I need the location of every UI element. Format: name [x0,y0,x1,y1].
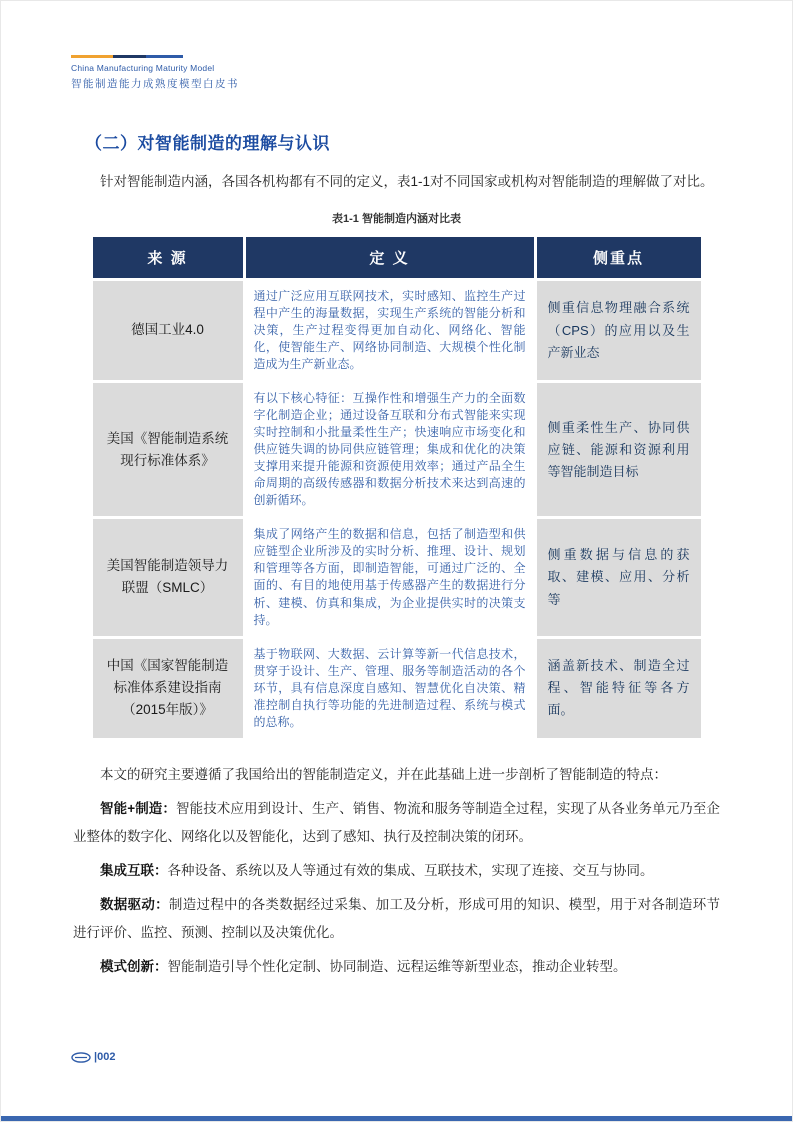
paragraph-lead: 智能+制造： [100,800,176,816]
table-row [93,281,701,380]
analysis-section [73,761,720,981]
page-header [1,1,792,91]
table-caption: 表1-1 智能制造内涵对比表 [332,213,461,225]
table-row [93,639,701,738]
paragraph-text: 制造过程中的各类数据经过采集、加工及分析，形成可用的知识、模型，用于对各制造环节进行评价、监控、预测、控制以及决策优化。 [73,896,721,940]
analysis-paragraph [73,795,720,851]
brand-title-zh: 智能制造能力成熟度模型白皮书 [71,78,239,90]
brand-bar-blue-segment [146,55,183,58]
footer-logo-icon [71,1052,91,1063]
section-title: （二）对智能制造的理解与认识 [85,134,330,153]
table-header-source: 来 源 [93,237,243,278]
focus-cell: 涵盖新技术、制造全过程、智能特征等各方面。 [537,639,701,738]
table-header-row [93,237,701,278]
definition-cell: 通过广泛应用互联网技术，实时感知、监控生产过程中产生的海量数据，实现生产系统的智能分析和决策，生产过程变得更加自动化、网络化、智能化，使智能生产、网络协同制造、大规模个性化制造成为生产新业态。 [246,281,534,380]
paragraph-text: 各种设备、系统以及人等通过有效的集成、互联技术，实现了连接、交互与协同。 [167,862,654,878]
analysis-paragraph [73,857,720,885]
analysis-paragraph [73,891,720,947]
paragraph-text: 本文的研究主要遵循了我国给出的智能制造定义，并在此基础上进一步剖析了智能制造的特点： [100,766,667,782]
paragraph-lead: 集成互联： [100,862,168,878]
definition-cell: 基于物联网、大数据、云计算等新一代信息技术，贯穿于设计、生产、管理、服务等制造活动的各个环节，具有信息深度自感知、智慧优化自决策、精准控制自执行等功能的先进制造过程、系统与模式的总称。 [246,639,534,738]
brand-bar-navy-segment [113,55,146,58]
footer-page-number: |002 [94,1051,116,1063]
paragraph-text: 智能制造引导个性化定制、协同制造、远程运维等新型业态，推动企业转型。 [167,958,627,974]
brand-title-en: China Manufacturing Maturity Model [71,63,215,73]
paragraph-text: 智能技术应用到设计、生产、销售、物流和服务等制造全过程，实现了从各业务单元乃至企业整体的数字化、网络化以及智能化，达到了感知、执行及控制决策的闭环。 [73,800,720,844]
source-cell: 美国智能制造领导力联盟（SMLC） [93,519,243,635]
table-row [93,383,701,516]
source-cell: 美国《智能制造系统现行标准体系》 [93,383,243,516]
table-header-focus: 侧重点 [537,237,701,278]
analysis-paragraph [73,953,720,981]
source-cell: 德国工业4.0 [93,281,243,380]
definition-cell: 集成了网络产生的数据和信息，包括了制造型和供应链型企业所涉及的实时分析、推理、设计、规划和管理等各方面，即制造智能，可通过广泛的、全面的、有目的地使用基于传感器产生的数据进行分析、建模、仿真和集成，为企业提供实时的决策支持。 [246,519,534,635]
definition-cell: 有以下核心特征：互操作性和增强生产力的全面数字化制造企业；通过设备互联和分布式智能来实现实时控制和小批量柔性生产；快速响应市场变化和供应链失调的协同供应链管理；集成和优化的决策支撑用来提升能源和资源使用效率；通过产品全生命周期的高级传感器和数据分析技术来达到高速的创新循环。 [246,383,534,516]
page-body [1,129,792,981]
page-bottom-rule [1,1116,792,1121]
comparison-table [90,234,704,741]
source-cell: 中国《国家智能制造标准体系建设指南（2015年版）》 [93,639,243,738]
paragraph-lead: 模式创新： [100,958,168,974]
paragraph-lead: 数据驱动： [100,896,169,912]
focus-cell: 侧重柔性生产、协同供应链、能源和资源利用等智能制造目标 [537,383,701,516]
analysis-paragraph [73,761,720,789]
page-footer [71,1051,115,1063]
intro-paragraph: 针对智能制造内涵，各国各机构都有不同的定义，表1-1对不同国家或机构对智能制造的理解做了对比。 [100,174,714,189]
brand-bar-orange-segment [71,55,113,58]
table-header-definition: 定 义 [246,237,534,278]
focus-cell: 侧重数据与信息的获取、建模、应用、分析等 [537,519,701,635]
table-row [93,519,701,635]
brand-color-bar [71,55,183,58]
focus-cell: 侧重信息物理融合系统（CPS）的应用以及生产新业态 [537,281,701,380]
